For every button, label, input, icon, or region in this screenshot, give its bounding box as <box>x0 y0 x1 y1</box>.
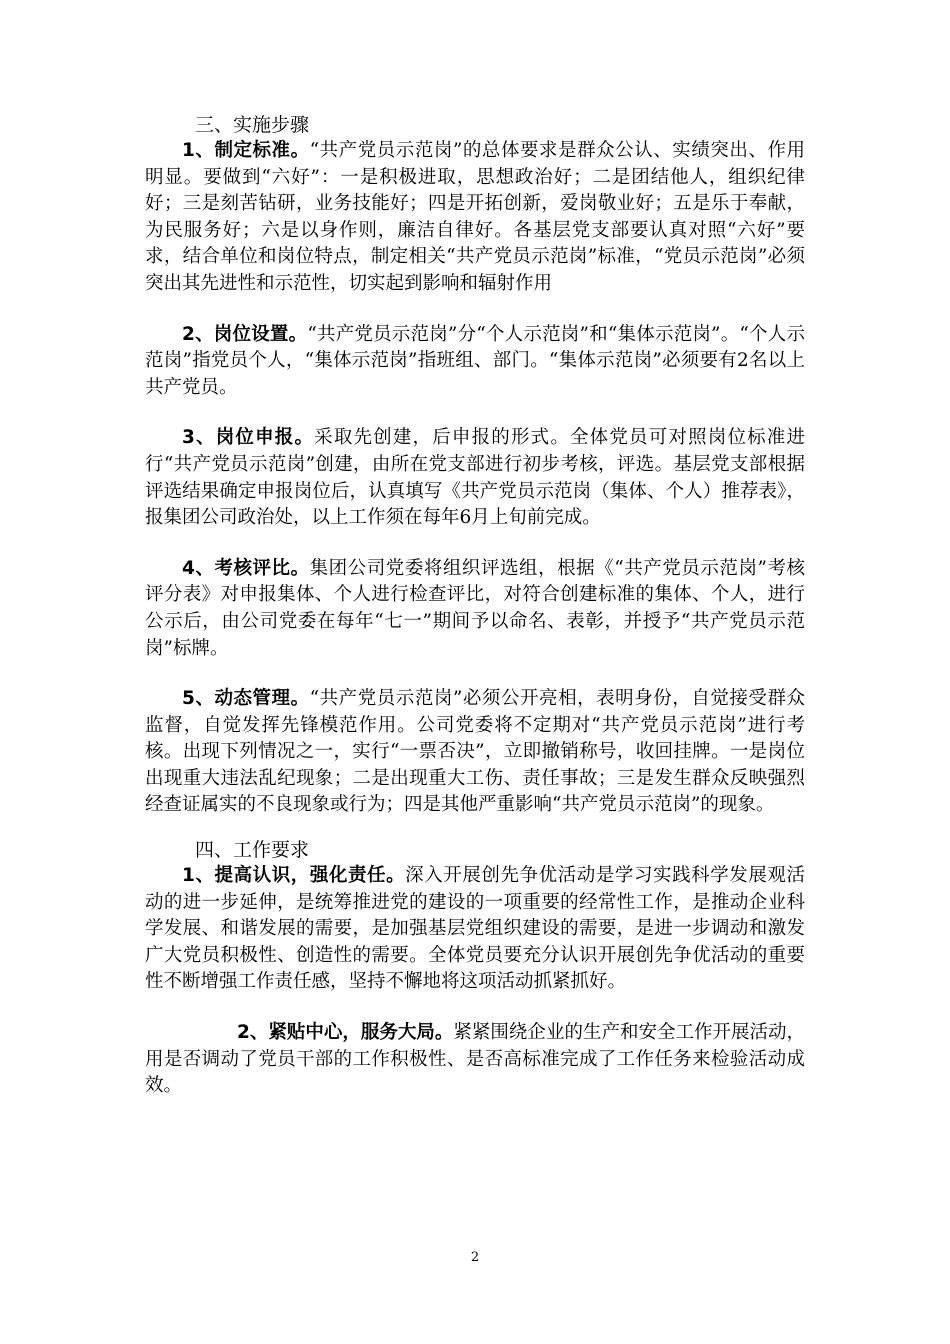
paragraph-title: 4、考核评比。 <box>182 557 310 579</box>
paragraph-post-setup <box>145 322 805 402</box>
paragraph-raise-awareness <box>145 863 805 996</box>
paragraph-body: “共产党员示范岗”的总体要求是群众公认、实绩突出、作用明显。要做到“六好”：一是积极进取，思想政治好；二是团结他人，组织纪律好；三是刻苦钻研，业务技能好；四是开拓创新，爱岗敬业好；五是乐于奉献，为民服务好；六是以身作则，廉洁自律好。各基层党支部要认真对照“六好”要求，结合单位和岗位特点，制定相关“共产党员示范岗”标准，“党员示范岗”必须突出其先进性和示范性，切实起到影响和辐射作用 <box>145 140 806 294</box>
paragraph-serve-overall <box>145 1020 805 1100</box>
paragraph-body: “共产党员示范岗”分“个人示范岗”和“集体示范岗”。“个人示范岗”指党员个人，“集体示范岗”指班组、部门。“集体示范岗”必须要有2名以上共产党员。 <box>145 323 806 398</box>
paragraph-title: 2、岗位设置。 <box>182 323 308 345</box>
paragraph-body: 紧紧围绕企业的生产和安全工作开展活动，用是否调动了党员干部的工作积极性、是否高标准完成了工作任务来检验活动成效。 <box>145 1022 805 1097</box>
paragraph-body: 采取先创建，后申报的形式。全体党员可对照岗位标准进行“共产党员示范岗”创建，由所在党支部进行初步考核，评选。基层党支部根据评选结果确定申报岗位后，认真填写《共产党员示范岗（集体、个人）推荐表》，报集团公司政治处，以上工作须在每年6月上旬前完成。 <box>145 427 805 529</box>
paragraph-body: 深入开展创先争优活动是学习实践科学发展观活动的进一步延伸，是统筹推进党的建设的一项重要的经常性工作，是推动企业科学发展、和谐发展的需要，是加强基层党组织建设的需要，是进一步调动和激发广大党员积极性、创造性的需要。全体党员要充分认识开展创先争优活动的重要性不断增强工作责任感，坚持不懈地将这项活动抓紧抓好。 <box>145 865 805 993</box>
paragraph-set-standards <box>145 138 805 298</box>
paragraph-title: 3、岗位申报。 <box>182 427 315 449</box>
document-body <box>145 112 805 1100</box>
paragraph-body: “共产党员示范岗”必须公开亮相，表明身份，自觉接受群众监督，自觉发挥先锋模范作用。公司党委将不定期对“共产党员示范岗”进行考核。出现下列情况之一，实行“一票否决”，立即撤销称号，收回挂牌。一是岗位出现重大违法乱纪现象；二是出现重大工伤、责任事故；三是发生群众反映强烈经查证属实的不良现象或行为；四是其他严重影响“共产党员示范岗”的现象。 <box>145 688 806 816</box>
paragraph-assessment <box>145 556 805 662</box>
paragraph-dynamic-management <box>145 686 805 819</box>
paragraph-title: 5、动态管理。 <box>182 688 310 710</box>
paragraph-title: 2、紧贴中心，服务大局。 <box>237 1022 454 1044</box>
paragraph-title: 1、提高认识，强化责任。 <box>182 865 406 887</box>
section-heading-work-requirements: 四、工作要求 <box>195 839 310 862</box>
page-number: 2 <box>470 1250 480 1265</box>
paragraph-post-application <box>145 425 805 531</box>
paragraph-title: 1、制定标准。 <box>182 140 310 161</box>
paragraph-body: 集团公司党委将组织评选组，根据《“共产党员示范岗”考核评分表》对申报集体、个人进行检查评比，对符合创建标准的集体、个人，进行公示后，由公司党委在每年“七一”期间予以命名、表彰，并授予“共产党员示范岗”标牌。 <box>145 557 806 659</box>
section-heading-implementation-steps: 三、实施步骤 <box>195 114 310 136</box>
